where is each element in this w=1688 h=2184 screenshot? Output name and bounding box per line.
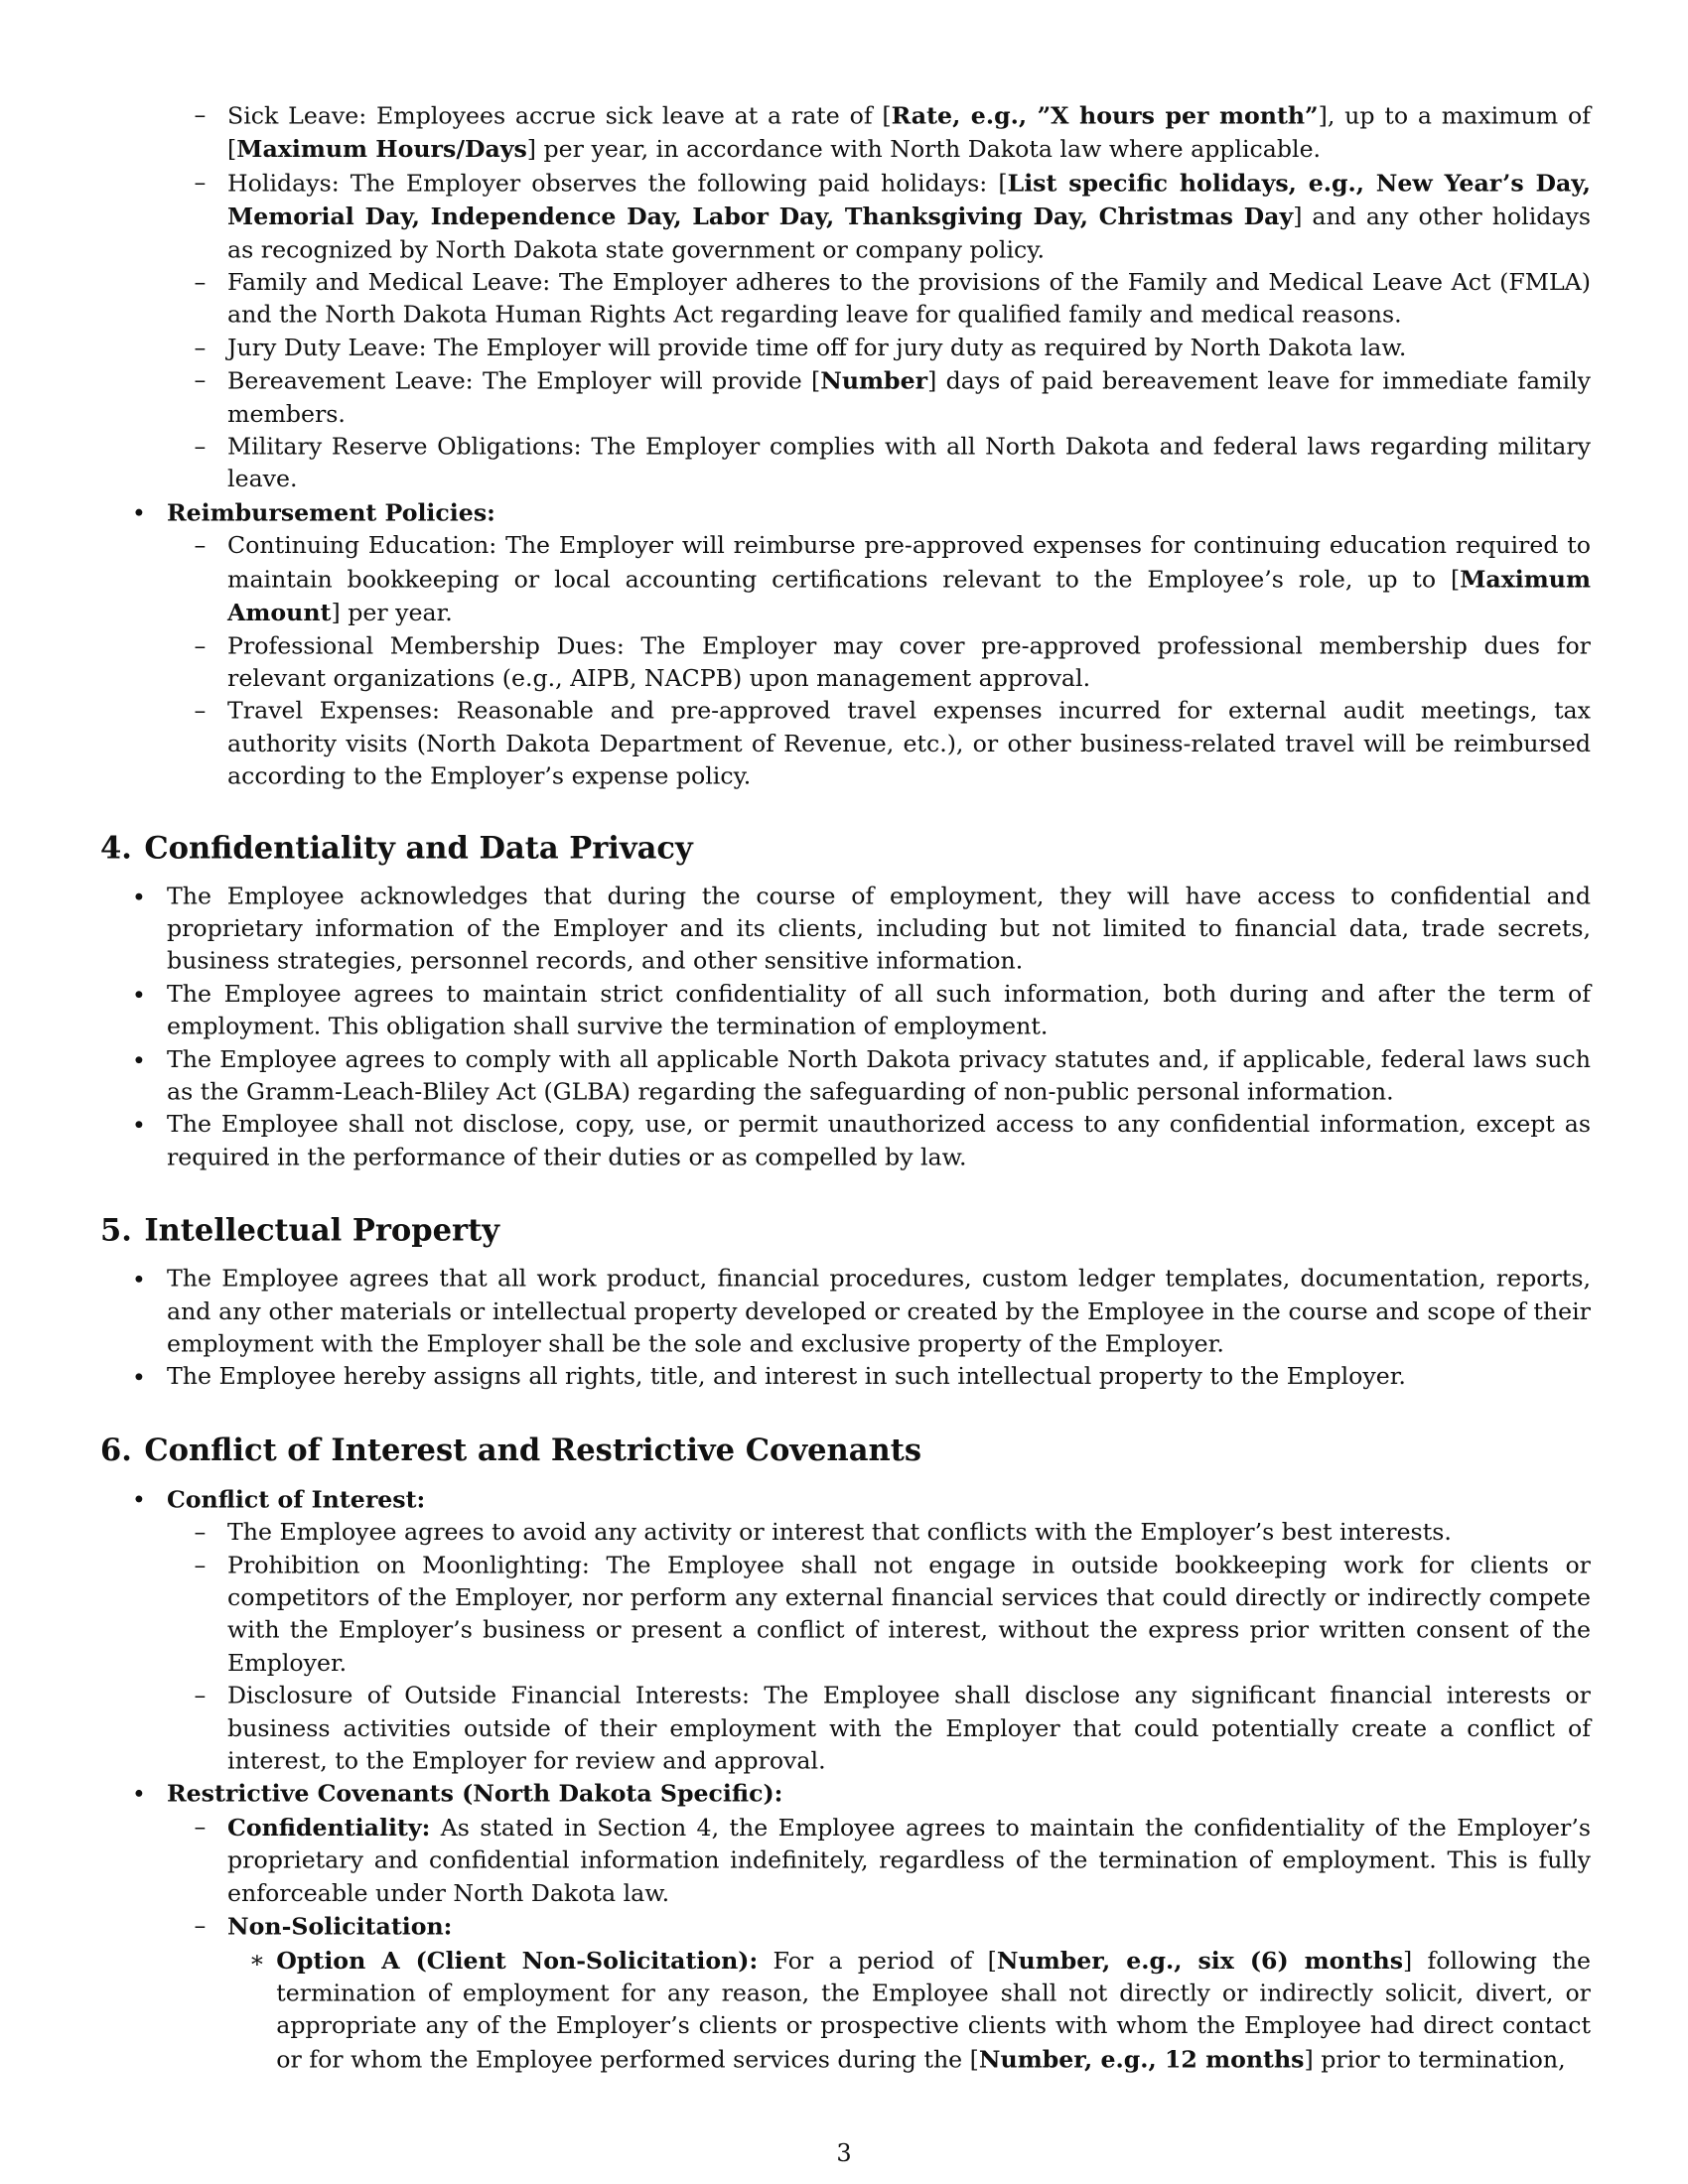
asterisk-marker: ∗	[248, 1946, 265, 1974]
bullet-marker	[135, 978, 142, 998]
dash-marker: –	[194, 334, 207, 361]
bullet-marker	[135, 880, 142, 899]
option-a-client-non-solicitation: ∗ Option A (Client Non-Solicitation): For a period of [Number, e.g., six (6) months] following the termination of employment for any reason, the Employee shall not directly or indirectly solicit, divert, or appropriate any of the Employer’s clients or prospective clients with whom the Employee had direct contact or for whom the Employee performed services during the [Number, e.g., 12 months] prior to termination,	[248, 1946, 1592, 2074]
dash-marker: –	[194, 100, 207, 129]
section-6-title: 6. Conflict of Interest and Restrictive Covenants	[100, 1433, 922, 1468]
dash-marker: –	[194, 531, 207, 560]
dash-marker: –	[194, 366, 207, 394]
leave-item-holidays: – Holidays: The Employer observes the following paid holidays: [List specific holidays, e.g., New Year’s Day, Memorial Day, Independence Day, Labor Day, Thanksgiving Day, Christmas Day] and any other holidays as recognized by North Dakota state government or company policy.	[194, 168, 1591, 264]
dash-marker: –	[194, 1681, 207, 1709]
dash-marker: –	[194, 1813, 207, 1842]
reimbursement-heading: Reimbursement Policies:	[166, 497, 495, 527]
list-item: The Employee shall not disclose, copy, use, or permit unauthorized access to any confidential information, except as required in the performance of their duties or as compelled by law.	[100, 1109, 1591, 1174]
rc-item-non-solicitation: – Non-Solicitation:	[100, 1910, 1591, 1944]
list-item: The Employee agrees to maintain strict confidentiality of all such information, both during and after the term of employment. This obligation shall survive the termination of employment.	[100, 978, 1591, 1043]
list-item: The Employee hereby assigns all rights, title, and interest in such intellectual property to the Employer.	[100, 1361, 1591, 1394]
document-page	[100, 99, 1591, 2107]
section-5-title: 5. Intellectual Property	[100, 1213, 499, 1249]
conflict-of-interest: Conflict of Interest:	[100, 1482, 1591, 1516]
page-number: 3	[836, 2139, 852, 2167]
coi-item-moonlighting: – Prohibition on Moonlighting: The Employee shall not engage in outside bookkeeping work for clients or competitors of the Employer, nor perform any external financial services that could directly or indirectly compete with the Employer’s business or present a conflict of interest, without the express prior written consent of the Employer.	[194, 1551, 1591, 1677]
restrictive-covenants: Restrictive Covenants (North Dakota Specific):	[100, 1778, 1591, 1812]
leave-list	[100, 99, 1591, 496]
dash-marker: –	[194, 168, 207, 197]
dash-marker: –	[194, 1912, 207, 1940]
dash-marker: –	[194, 697, 207, 725]
dash-marker: –	[194, 268, 207, 297]
leave-item-jury-duty: – Jury Duty Leave: The Employer will provide time off for jury duty as required by North Dakota law.	[100, 332, 1591, 364]
rc-item-confidentiality: – Confidentiality: As stated in Section 4, the Employee agrees to maintain the confidentiality of the Employer’s proprietary and confidential information indefinitely, regardless of the termination of employment. This is fully enforceable under North Dakota law.	[194, 1813, 1591, 1907]
section-4-list	[100, 880, 1591, 1173]
bullet-marker	[135, 1482, 142, 1502]
dash-marker: –	[194, 631, 207, 659]
leave-item-sick: – Sick Leave: Employees accrue sick leave at a rate of [Rate, e.g., ”X hours per month”], up to a maximum of [Maximum Hours/Days] per year, in accordance with North Dakota law where applicable.	[194, 100, 1591, 164]
dash-marker: –	[194, 1518, 207, 1546]
page-content	[100, 99, 1591, 2077]
bullet-marker	[135, 496, 142, 516]
dash-marker: –	[194, 432, 207, 461]
section-6-list	[100, 1482, 1591, 2076]
coi-item-disclosure: – Disclosure of Outside Financial Interests: The Employee shall disclose any significant financial interests or business activities outside of their employment with the Employer that could potentially create a conflict of interest, to the Employer for review and approval.	[194, 1681, 1591, 1775]
reimbursement-item-travel: – Travel Expenses: Reasonable and pre-approved travel expenses incurred for external audit meetings, tax authority visits (North Dakota Department of Revenue, etc.), or other business-related travel will be reimbursed according to the Employer’s expense policy.	[194, 697, 1591, 790]
list-item: The Employee agrees that all work product, financial procedures, custom ledger templates, documentation, reports, and any other materials or intellectual property developed or created by the Employee in the course and scope of their employment with the Employer shall be the sole and exclusive property of the Employer.	[100, 1263, 1591, 1361]
bullet-marker	[135, 1361, 142, 1381]
leave-item-military: – Military Reserve Obligations: The Employer complies with all North Dakota and federal laws regarding military leave.	[194, 432, 1592, 493]
leave-item-fmla: – Family and Medical Leave: The Employer adheres to the provisions of the Family and Medical Leave Act (FMLA) and the North Dakota Human Rights Act regarding leave for qualified family and medical reasons.	[194, 268, 1591, 329]
reimbursement-item-membership: – Professional Membership Dues: The Employer may cover pre-approved professional membership dues for relevant organizations (e.g., AIPB, NACPB) upon management approval.	[194, 631, 1591, 692]
reimbursement-policies	[100, 496, 1591, 530]
bullet-marker	[135, 1263, 142, 1283]
section-5-list	[100, 1263, 1591, 1394]
leave-item-bereavement: – Bereavement Leave: The Employer will provide [Number] days of paid bereavement leave for immediate family members.	[194, 366, 1592, 428]
reimbursement-item-education: – Continuing Education: The Employer will reimburse pre-approved expenses for continuing education required to maintain bookkeeping or local accounting certifications relevant to the Employee’s role, up to [Maximum Amount] per year.	[194, 531, 1591, 626]
coi-item-avoid: – The Employee agrees to avoid any activity or interest that conflicts with the Employer’s best interests.	[100, 1516, 1591, 1549]
bullet-marker	[135, 1778, 142, 1798]
list-item: The Employee agrees to comply with all applicable North Dakota privacy statutes and, if applicable, federal laws such as the Gramm-Leach-Bliley Act (GLBA) regarding the safeguarding of non-public personal information.	[100, 1043, 1591, 1109]
bullet-marker	[135, 1043, 142, 1063]
section-4-title: 4. Confidentiality and Data Privacy	[100, 830, 693, 866]
bullet-marker	[135, 1109, 142, 1129]
list-item: The Employee acknowledges that during the course of employment, they will have access to confidential and proprietary information of the Employer and its clients, including but not limited to financial data, trade secrets, business strategies, personnel records, and other sensitive information.	[100, 880, 1591, 978]
dash-marker: –	[194, 1551, 207, 1578]
